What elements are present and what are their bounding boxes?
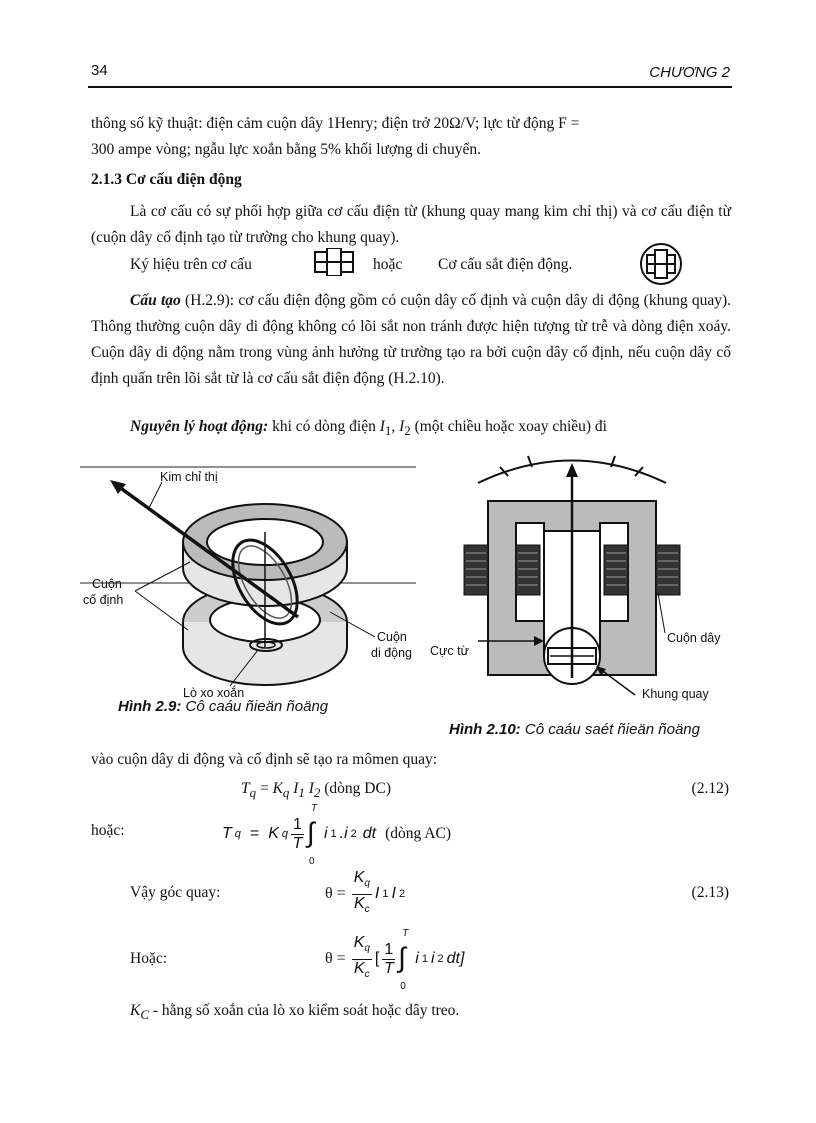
page-number: 34 <box>91 62 108 79</box>
eq212-note: (dòng DC) <box>320 780 391 797</box>
paragraph-1-line-1: thông số kỹ thuật: điện cảm cuộn dây 1Henry; điện trở 20Ω/V; lực từ động F = <box>91 115 580 132</box>
eq-last-kq: K <box>353 934 365 952</box>
eq213-kq-sub: q <box>364 878 370 890</box>
eq-ac-integral <box>306 803 321 867</box>
eq213-i1-sub: 1 <box>382 888 389 900</box>
current-i1: I <box>379 418 385 435</box>
iron-mechanism-label: Cơ cấu sắt điện động. <box>438 256 573 273</box>
chapter-title: CHƯƠNG 2 <box>649 64 730 81</box>
principle-line <box>130 418 607 439</box>
eq-ac-equals: = <box>249 825 260 842</box>
current-i2-sub: 2 <box>404 423 411 439</box>
eq213-fraction <box>352 869 372 918</box>
current-i2: I <box>399 418 405 435</box>
frame-label: Khung quay <box>642 687 709 701</box>
header-rule <box>88 86 732 88</box>
fixed-coil-label-1: Cuộn <box>92 577 122 591</box>
eq-last-integral <box>398 928 412 992</box>
eq-last-i1: i <box>415 950 419 967</box>
figure-2-9-caption-number: Hình 2.9: <box>118 698 182 715</box>
eq-ac-s1: 1 <box>330 828 337 840</box>
spring-label: Lò xo xoắn <box>183 686 245 700</box>
eq-last-T: T <box>383 959 394 977</box>
figure-2-9-drawing <box>80 462 420 702</box>
eq212-equals: = <box>256 780 273 797</box>
eq-last-numerator <box>352 934 372 959</box>
paragraph-2-text: Là cơ cấu có sự phối hợp giữa cơ cấu điện từ (khung quay mang kim chỉ thị) và cơ cấu điện từ (cuộn dây cố định tạo từ trường cho khung quay). <box>91 203 731 246</box>
eq213-i2-sub: 2 <box>398 888 406 900</box>
eq212-i2: I <box>304 780 314 797</box>
eq212-i2-sub: 2 <box>313 785 321 801</box>
eq-ac-i: i <box>323 825 328 842</box>
equation-2-13 <box>325 870 405 918</box>
equation-ac <box>222 803 451 867</box>
eq-last-s1: 1 <box>421 953 428 965</box>
kc-symbol: K <box>130 1002 141 1019</box>
eq213-numerator <box>352 869 372 894</box>
principle-text-a: khi có dòng điện <box>268 418 380 435</box>
eq-last-fraction-t <box>382 941 395 978</box>
figure-2-10-caption-text: Cô caáu saét ñieän ñoäng <box>524 721 700 738</box>
integral-sign-icon: ∫ <box>306 817 315 848</box>
figure-2-10-caption-number: Hình 2.10: <box>449 721 521 738</box>
eq-ac-lhs: T <box>222 825 232 842</box>
symbols-or: hoặc <box>373 256 403 273</box>
paragraph-2 <box>91 199 731 251</box>
eq-ac-k-sub: q <box>281 828 289 840</box>
eq-ac-dot-i: .i <box>339 825 348 842</box>
eq-ac-denominator: T <box>292 834 303 852</box>
figure-2-9-caption <box>118 698 328 715</box>
equation-2-13-prefix: Vậy góc quay: <box>130 884 221 901</box>
figure-2-10-caption <box>449 721 700 738</box>
eq-last-theta: θ = <box>325 950 346 967</box>
figure-2-9-caption-text: Cô caáu ñieän ñoäng <box>185 698 329 715</box>
equation-last-prefix: Hoặc: <box>130 950 168 967</box>
kc-definition-text: - hằng số xoắn của lò xo kiểm soát hoặc dây treo. <box>148 1002 460 1019</box>
eq213-kq: K <box>353 869 365 887</box>
structure-paragraph <box>91 288 731 392</box>
eq-ac-integral-upper: T <box>310 803 318 814</box>
pole-label: Cực từ <box>430 644 469 658</box>
eq-ac-integral-lower: 0 <box>308 856 315 867</box>
principle-label: Nguyên lý hoạt động: <box>130 418 269 435</box>
equation-last <box>325 928 465 992</box>
eq-last-dt: dt] <box>446 950 465 967</box>
kc-definition <box>130 1002 459 1023</box>
eq-ac-k: K <box>268 825 279 842</box>
eq-ac-s2: 2 <box>350 828 357 840</box>
fixed-coil-label-2: cố định <box>83 593 124 607</box>
eq213-kc: K <box>353 894 365 912</box>
eq212-k: K <box>272 780 283 797</box>
eq-last-kc-sub: c <box>364 968 370 980</box>
structure-label: Cấu tạo <box>130 292 181 309</box>
equation-ac-prefix: hoặc: <box>91 822 125 839</box>
principle-text-b: (một chiều hoặc xoay chiều) đi <box>410 418 607 435</box>
eq213-i1: I <box>374 885 380 902</box>
eq212-lhs: T <box>241 780 250 797</box>
eq-last-denominator <box>354 960 370 984</box>
moving-coil-label-2: di động <box>371 646 413 660</box>
equation-2-12-number: (2.12) <box>691 780 729 797</box>
eq-last-kc: K <box>353 959 365 977</box>
eq-last-bracket: [ <box>374 950 380 967</box>
eq-last-s2: 2 <box>437 953 444 965</box>
eq212-i1-sub: 1 <box>298 785 305 801</box>
principle-comma: , <box>391 418 400 435</box>
eq-last-i2: i <box>430 950 435 967</box>
eq-last-kq-sub: q <box>364 943 370 955</box>
structure-text: (H.2.9): cơ cấu điện động gồm có cuộn dây cố định và cuộn dây di động (khung quay). Thông thường cuộn dây di động không có lõi sắt non tránh được hiện tượng từ trễ và dòng điện xoáy. Cuộn dây di động nằm trong vùng ảnh hưởng từ trường tạo ra bởi cuộn dây cố định, nếu cuộn dây cố định quấn trên lõi sắt từ là cơ cấu sắt điện động (H.2.10). <box>91 292 732 387</box>
eq-ac-numerator: 1 <box>293 815 302 833</box>
eq-last-integral-lower: 0 <box>400 981 406 992</box>
paragraph-3: vào cuộn dây di động và cố định sẽ tạo ra mômen quay: <box>91 751 438 768</box>
eq-ac-fraction <box>291 816 304 853</box>
eq213-kc-sub: c <box>364 903 370 915</box>
section-title: 2.1.3 Cơ cấu điện động <box>91 171 242 188</box>
eq213-denominator <box>354 895 370 919</box>
symbols-label: Ký hiệu trên cơ cấu <box>130 256 252 273</box>
eq-ac-dt: dt <box>362 825 377 842</box>
eq212-k-sub: q <box>282 785 290 801</box>
eq212-lhs-sub: q <box>249 785 257 801</box>
electrodynamic-symbol-icon <box>313 248 355 276</box>
eq212-i1: I <box>289 780 299 797</box>
figure-2-10-drawing <box>460 443 710 703</box>
equation-2-12 <box>241 780 391 801</box>
eq-ac-note: (dòng AC) <box>385 825 451 842</box>
eq-last-integral-upper: T <box>402 928 409 939</box>
integral-sign-icon: ∫ <box>398 942 406 973</box>
pointer-label: Kim chỉ thị <box>160 470 218 484</box>
kc-symbol-sub: C <box>140 1007 149 1023</box>
current-i1-sub: 1 <box>384 423 392 439</box>
eq-ac-lhs-sub: q <box>234 828 241 840</box>
eq-last-one: 1 <box>384 940 394 958</box>
coil-label: Cuộn dây <box>667 631 721 645</box>
iron-electrodynamic-symbol-icon <box>637 242 685 286</box>
paragraph-1-line-2: 300 ampe vòng; ngẫu lực xoắn bằng 5% khối lượng di chuyển. <box>91 141 482 158</box>
eq213-i2: I <box>391 885 396 902</box>
moving-coil-label-1: Cuộn <box>377 630 407 644</box>
eq213-theta: θ = <box>325 885 346 902</box>
equation-2-13-number: (2.13) <box>691 884 729 901</box>
eq-last-fraction-k <box>352 934 372 983</box>
